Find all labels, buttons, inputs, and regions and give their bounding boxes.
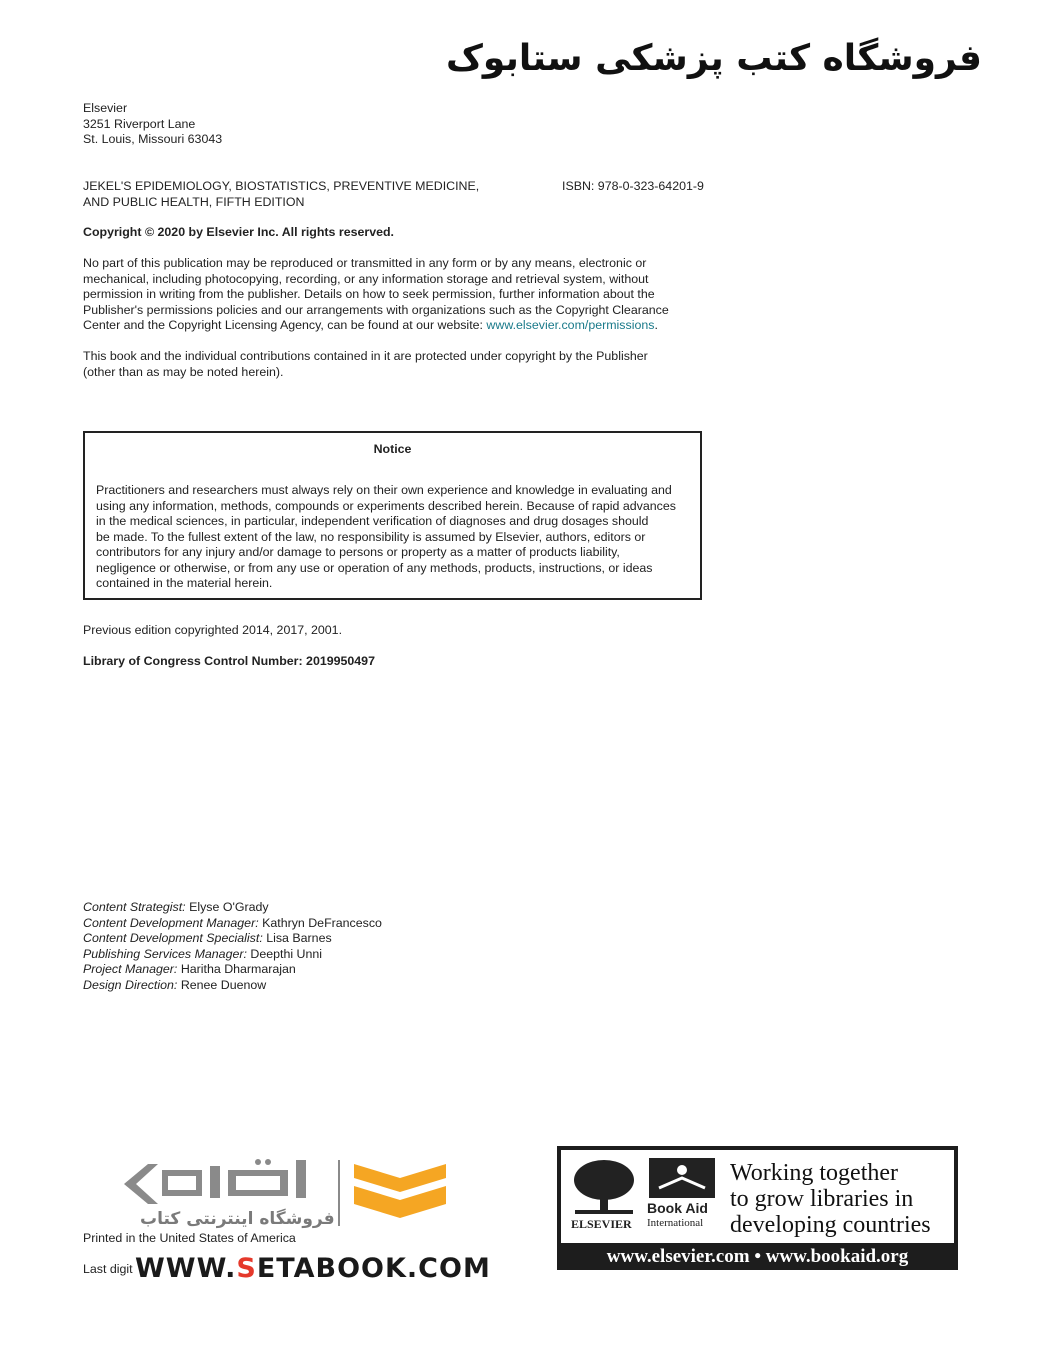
credits-list — [83, 900, 382, 993]
watermark-url — [135, 1253, 491, 1284]
rights-line: Center and the Copyright Licensing Agency, can be found at our website: — [83, 318, 487, 332]
rights-line: mechanical, including photocopying, recording, or any information storage and retrieval system, without — [83, 271, 649, 286]
lccn: Library of Congress Control Number: 2019950497 — [83, 654, 375, 668]
book-aid-label: Book Aid — [647, 1200, 708, 1216]
watermark-url-rest: ETABOOK.COM — [256, 1253, 491, 1284]
book-title-line1: JEKEL'S EPIDEMIOLOGY, BIOSTATISTICS, PREVENTIVE MEDICINE, — [83, 179, 480, 193]
tagline-line: Working together — [730, 1160, 899, 1186]
book-title-line2: AND PUBLIC HEALTH, FIFTH EDITION — [83, 194, 305, 209]
logo-letter-shape — [210, 1166, 220, 1198]
protection-paragraph — [83, 349, 698, 380]
logo-book-icon — [354, 1164, 446, 1192]
credit-name: Renee Duenow — [180, 977, 267, 992]
book-aid-icon — [649, 1158, 715, 1198]
isbn: ISBN: 978-0-323-64201-9 — [562, 179, 704, 193]
tagline-line: developing countries — [730, 1212, 931, 1238]
book-title — [83, 179, 479, 210]
logo-letter-shape — [162, 1170, 202, 1196]
protection-line: This book and the individual contributions contained in it are protected under copyright by the Publisher — [83, 349, 648, 363]
period: . — [654, 318, 658, 332]
credit-role: Content Strategist: — [83, 900, 186, 914]
notice-title: Notice — [373, 442, 412, 456]
elsevier-label: ELSEVIER — [571, 1217, 632, 1231]
credit-row — [83, 962, 382, 978]
notice-line: using any information, methods, compounds or experiments described herein. Because of rapid advances — [96, 498, 676, 513]
watermark-url-s: S — [236, 1253, 257, 1284]
rights-line: No part of this publication may be reproduced or transmitted in any form or by any means, electronic or — [83, 256, 647, 270]
notice-line: in the medical sciences, in particular, independent verification of diagnoses and drug dosages should — [96, 514, 649, 528]
credit-row — [83, 916, 382, 932]
credit-row — [83, 900, 382, 916]
logo-letter-shape — [296, 1160, 306, 1198]
last-digit-line: Last digit — [83, 1262, 133, 1276]
credit-row — [83, 947, 382, 963]
notice-body — [96, 483, 688, 592]
copyright-line: Copyright © 2020 by Elsevier Inc. All rights reserved. — [83, 225, 394, 239]
book-aid-tagline — [730, 1160, 931, 1238]
tagline-line: to grow libraries in — [730, 1186, 914, 1212]
notice-line: contained in the material herein. — [96, 576, 273, 590]
credit-role: Content Development Manager: — [83, 915, 259, 930]
credit-name: Haritha Dharmarajan — [180, 962, 296, 976]
international-label: International — [647, 1217, 704, 1229]
notice-line: contributors for any injury and/or damage to persons or property as a matter of products liability, — [96, 545, 620, 559]
credit-name: Elyse O'Grady — [189, 900, 269, 914]
publisher-address-line2: St. Louis, Missouri 63043 — [83, 132, 223, 146]
credit-role: Design Direction: — [83, 977, 178, 992]
permissions-link[interactable]: www.elsevier.com/permissions — [486, 318, 655, 332]
book-aid-urls[interactable]: www.elsevier.com • www.bookaid.org — [606, 1246, 909, 1267]
printed-in: Printed in the United States of America — [83, 1231, 296, 1245]
credit-row — [83, 978, 382, 994]
credit-role: Publishing Services Manager: — [83, 946, 247, 961]
publisher-address-line1: 3251 Riverport Lane — [83, 116, 196, 131]
logo-letter-shape — [228, 1170, 288, 1196]
notice-line: negligence or otherwise, or from any use or operation of any methods, products, instructions, or ideas — [96, 560, 653, 575]
notice-line: Practitioners and researchers must always rely on their own experience and knowledge in evaluating and — [96, 483, 672, 497]
notice-line: be made. To the fullest extent of the law, no responsibility is assumed by Elsevier, authors, editors or — [96, 529, 646, 544]
elsevier-tree-icon — [571, 1158, 637, 1216]
rights-paragraph — [83, 256, 698, 334]
credit-name: Kathryn DeFrancesco — [262, 915, 382, 930]
rights-line: Publisher's permissions policies and our arrangements with organizations such as the Copyright Clearance — [83, 302, 669, 317]
watermark-tagline: فروشگاه اینترنتی کتاب — [140, 1209, 335, 1229]
protection-line: (other than as may be noted herein). — [83, 364, 284, 379]
logo-chevron-icon — [124, 1164, 158, 1204]
credit-name: Lisa Barnes — [266, 931, 332, 945]
credit-row — [83, 931, 382, 947]
notice-box — [83, 431, 702, 600]
publisher-address — [83, 101, 222, 148]
credit-role: Project Manager: — [83, 962, 178, 976]
book-aid-inner — [561, 1150, 954, 1243]
rights-line-last — [83, 318, 698, 334]
book-aid-box — [557, 1146, 958, 1270]
publisher-name: Elsevier — [83, 101, 128, 115]
credit-role: Content Development Specialist: — [83, 931, 263, 945]
rights-line: permission in writing from the publisher. Details on how to seek permission, further information about the — [83, 287, 655, 301]
previous-edition: Previous edition copyrighted 2014, 2017, 2001. — [83, 623, 343, 637]
credit-name: Deepthi Unni — [250, 946, 323, 961]
watermark-url-prefix: WWW. — [135, 1253, 237, 1284]
store-banner: فروشگاه کتب پزشکی ستابوک — [445, 38, 982, 79]
